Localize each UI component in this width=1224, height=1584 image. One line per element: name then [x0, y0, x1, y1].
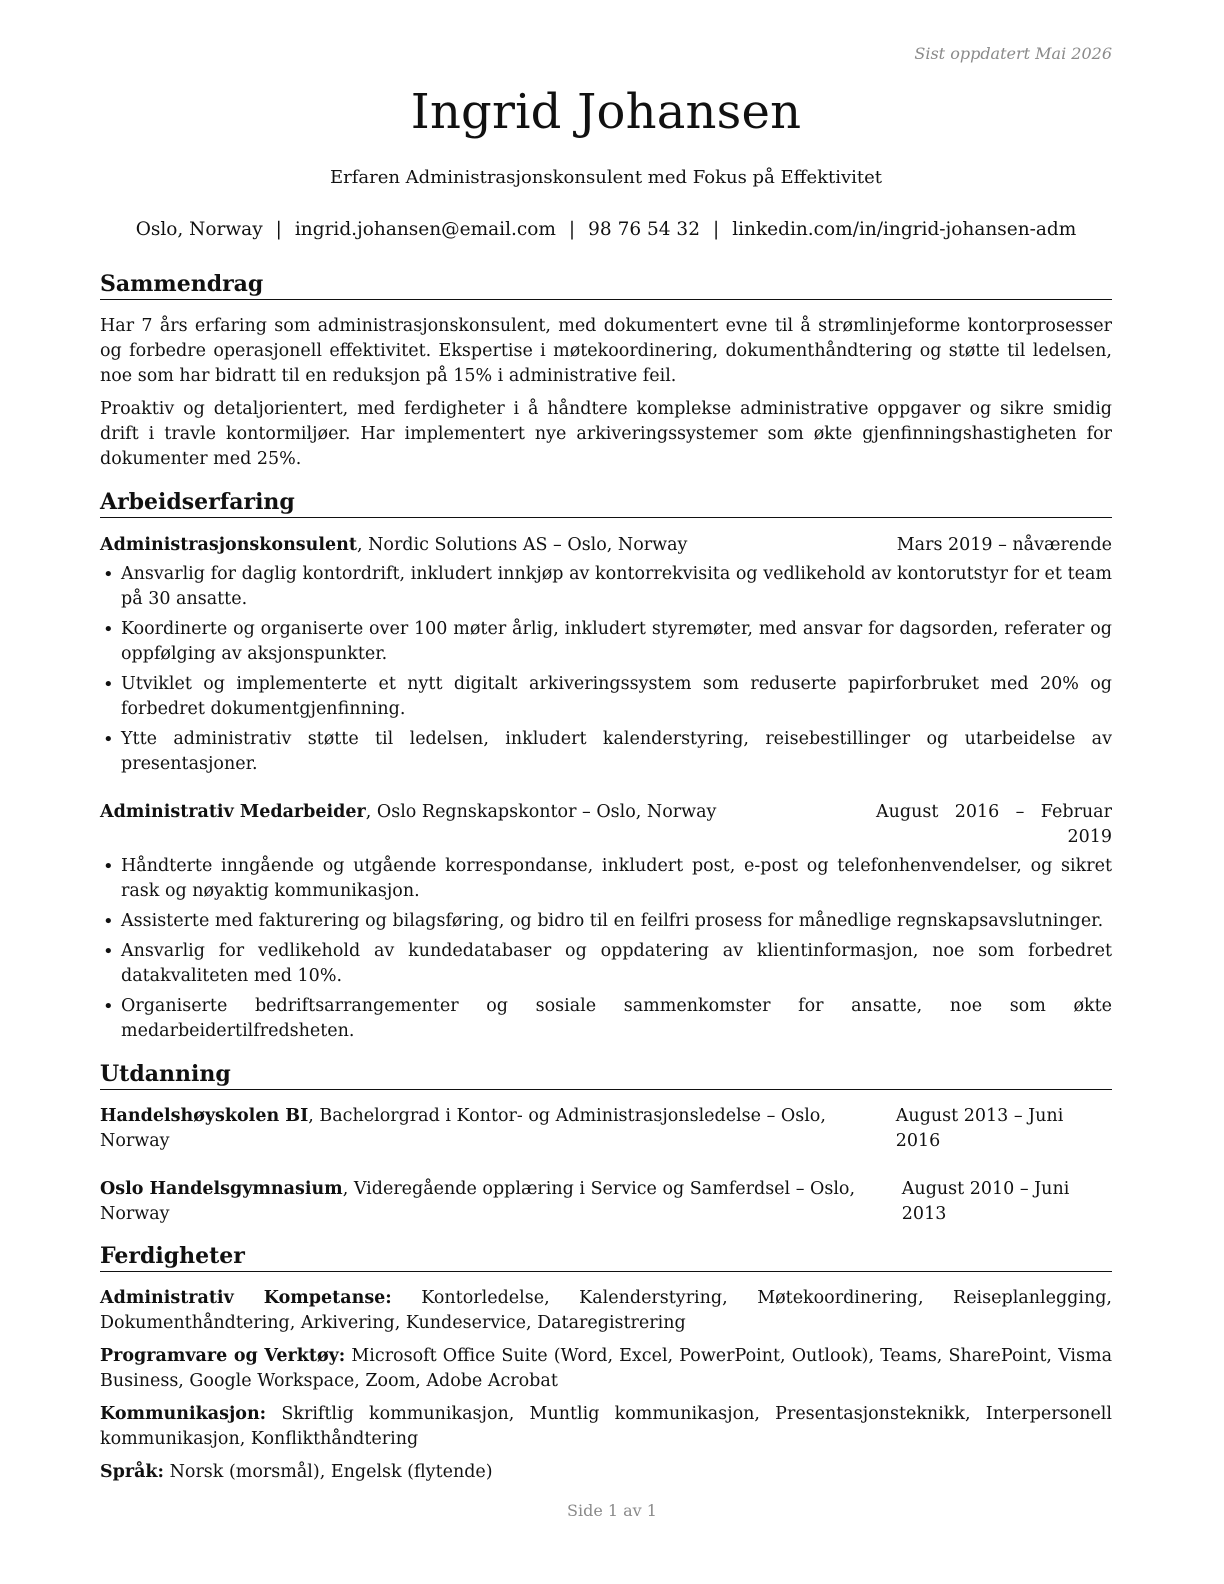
job-bullet: • Organiserte bedriftsarrangementer og sosiale sammenkomster for ansatte, noe som økte medarbeidertilfredsheten. — [100, 994, 1112, 1044]
job-org: , Nordic Solutions AS – Oslo, Norway — [356, 535, 688, 555]
skill-text: Skriftlig kommunikasjon, Muntlig kommunikasjon, Presentasjonsteknikk, Interpersonell kommunikasjon, Konflikthåndtering — [100, 1404, 1112, 1449]
job-bullet: • Utviklet og implementerte et nytt digitalt arkiveringssystem som reduserte papirforbruket med 20% og forbedret dokumentgjenfinning. — [100, 672, 1112, 722]
job-bullet: • Koordinerte og organiserte over 100 møter årlig, inkludert styremøter, med ansvar for dagsorden, referater og oppfølging av aksjonspunkter. — [100, 617, 1112, 667]
job-header — [100, 533, 1112, 558]
job-header — [100, 800, 1112, 850]
job-bullet: • Håndterte inngående og utgående korrespondanse, inkludert post, e-post og telefonhenvendelser, og sikret rask og nøyaktig kommunikasjon. — [100, 854, 1112, 904]
contact-email[interactable]: ingrid.johansen@email.com — [294, 219, 556, 240]
contact-location: Oslo, Norway — [135, 219, 263, 240]
skill-label: Administrativ Kompetanse: — [100, 1288, 392, 1308]
education-detail: , Bachelorgrad i Kontor- og Administrasjonsledelse – Oslo, Norway — [100, 1106, 826, 1151]
section-title-education: Utdanning — [100, 1060, 1112, 1090]
contact-phone[interactable]: 98 76 54 32 — [588, 219, 700, 240]
summary-section — [100, 270, 1112, 472]
job-role: Administrativ Medarbeider — [100, 802, 366, 822]
job-dates: August 2016 – Februar 2019 — [876, 802, 1112, 847]
contact-line — [100, 219, 1112, 240]
contact-separator: | — [568, 219, 576, 240]
education-detail: , Videregående opplæring i Service og Samferdsel – Oslo, Norway — [100, 1179, 856, 1224]
skill-label: Språk: — [100, 1462, 165, 1482]
job-entry — [100, 533, 1112, 777]
skills-section — [100, 1242, 1112, 1485]
section-title-experience: Arbeidserfaring — [100, 488, 1112, 518]
skill-label: Kommunikasjon: — [100, 1404, 267, 1424]
job-bullets — [100, 854, 1112, 1044]
skill-text: Norsk (morsmål), Engelsk (flytende) — [164, 1462, 493, 1482]
job-dates: Mars 2019 – nåværende — [896, 535, 1112, 555]
job-bullets — [100, 562, 1112, 777]
skill-group — [100, 1402, 1112, 1452]
headline: Erfaren Administrasjonskonsulent med Fokus på Effektivitet — [329, 167, 883, 188]
candidate-name: Ingrid Johansen — [410, 84, 802, 140]
education-school: Oslo Handelsgymnasium — [100, 1179, 343, 1199]
education-section — [100, 1060, 1112, 1227]
skill-group — [100, 1460, 1112, 1485]
job-org: , Oslo Regnskapskontor – Oslo, Norway — [365, 802, 717, 822]
contact-linkedin[interactable]: linkedin.com/in/ingrid-johansen-adm — [732, 219, 1077, 240]
skill-text: Microsoft Office Suite (Word, Excel, PowerPoint, Outlook), Teams, SharePoint, Visma Business, Google Workspace, Zoom, Adobe Acrobat — [100, 1346, 1113, 1391]
job-bullet: • Assisterte med fakturering og bilagsføring, og bidro til en feilfri prosess for månedlige regnskapsavslutninger. — [100, 909, 1112, 934]
education-dates: August 2013 – Juni 2016 — [895, 1106, 1064, 1151]
job-entry — [100, 800, 1112, 1044]
last-updated: Sist oppdatert Mai 2026 — [914, 44, 1112, 63]
education-entry — [100, 1177, 1112, 1227]
page-footer: Side 1 av 1 — [567, 1501, 657, 1520]
job-role: Administrasjonskonsulent — [100, 535, 357, 555]
experience-section — [100, 488, 1112, 1044]
section-title-skills: Ferdigheter — [100, 1242, 1112, 1272]
job-bullet: • Ansvarlig for daglig kontordrift, inkludert innkjøp av kontorrekvisita og vedlikehold av kontorutstyr for et team på 30 ansatte. — [100, 562, 1112, 612]
education-entry — [100, 1104, 1112, 1154]
resume-content — [100, 270, 1112, 1485]
skill-group — [100, 1286, 1112, 1336]
summary-paragraph: Proaktiv og detaljorientert, med ferdigheter i å håndtere komplekse administrative oppgaver og sikre smidig drift i travle kontormiljøer. Har implementert nye arkiveringssystemer som økte gjenfinningshastigheten for dokumenter med 25%. — [100, 399, 1112, 469]
education-school: Handelshøyskolen BI — [100, 1106, 309, 1126]
contact-separator: | — [275, 219, 282, 240]
education-dates: August 2010 – Juni 2013 — [901, 1179, 1070, 1224]
skill-group — [100, 1344, 1112, 1394]
resume-page — [100, 0, 1112, 1584]
skill-label: Programvare og Verktøy: — [100, 1346, 346, 1366]
contact-separator: | — [712, 219, 720, 240]
summary-paragraph: Har 7 års erfaring som administrasjonskonsulent, med dokumentert evne til å strømlinjeforme kontorprosesser og forbedre operasjonell effektivitet. Ekspertise i møtekoordinering, dokumenthåndtering og støtte til ledelsen, noe som har bidratt til en reduksjon på 15% i administrative feil. — [100, 316, 1112, 386]
job-bullet: • Ytte administrativ støtte til ledelsen, inkludert kalenderstyring, reisebestillinger og utarbeidelse av presentasjoner. — [100, 727, 1112, 777]
job-bullet: • Ansvarlig for vedlikehold av kundedatabaser og oppdatering av klientinformasjon, noe som forbedret datakvaliteten med 10%. — [100, 939, 1112, 989]
section-title-summary: Sammendrag — [100, 270, 1112, 300]
skill-text: Kontorledelse, Kalenderstyring, Møtekoordinering, Reiseplanlegging, Dokumenthåndtering, Arkivering, Kundeservice, Dataregistrering — [100, 1288, 1112, 1333]
